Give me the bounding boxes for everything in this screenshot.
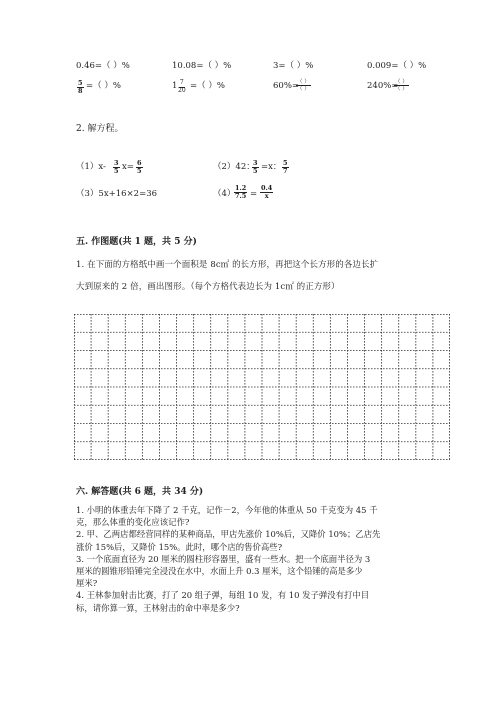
fill-blank-5-8: =（ ）%	[86, 81, 121, 91]
word-problems-list	[76, 504, 426, 614]
problem-line: 厘米的圆锥形铅锤完全浸没在水中，水面上升 0.3 厘米，这个铅锤的高是多少	[76, 566, 363, 577]
equation-2-mid: =x：	[261, 162, 282, 172]
equation-1-fraction-a: $\frac{3}{5}$	[114, 159, 119, 175]
fill-blank-mixed: =（ ）%	[190, 81, 225, 91]
section-5-heading: 五. 作图题(共 1 题，共 5 分)	[76, 237, 197, 247]
equation-3: （3）5x+16×2=36	[76, 189, 158, 199]
section-6-heading: 六. 解答题(共 6 题，共 34 分)	[76, 487, 204, 497]
problem-line: 1. 小明的体重去年下降了 2 千克，记作－2，今年他的体重从 50 千克变为 45 千	[76, 505, 378, 515]
equation-4-label: （4）	[213, 189, 236, 199]
fill-blank-3: 3=（ ）%	[273, 61, 314, 71]
equation-4-mid: =	[250, 189, 258, 199]
fraction-blank-240: （ ） （ ）	[395, 79, 408, 92]
section-solve-title: 2. 解方程。	[76, 124, 124, 134]
fill-blank-0.009: 0.009=（ ）%	[367, 61, 427, 71]
equation-2-label: （2）42：	[213, 162, 255, 172]
drawing-question-line-2: 大到原来的 2 倍，画出图形。（每个方格代表边长为 1c㎡ 的正方形）	[76, 282, 340, 292]
problem-line: 4. 王林参加射击比赛，打了 20 组子弹，每组 10 发，有 10 发子弹没有打中目	[76, 590, 370, 601]
equation-2-fraction-a: $\frac{3}{5}$	[253, 159, 258, 175]
fraction-blank-60: （ ） （ ）	[297, 79, 310, 92]
fraction-7-20: $\frac{7}{20}$	[178, 79, 186, 94]
problem-line: 厘米?	[76, 578, 98, 589]
problem-line: 克，那么体重的变化应该记作?	[76, 517, 190, 528]
equation-4-fraction-b: $\frac{0.4}{x}$	[261, 184, 273, 200]
fill-blank-10.08: 10.08=（ ）%	[172, 61, 232, 71]
problem-line: 2. 甲、乙两店都经营同样的某种商品，甲店先涨价 10%后，又降价 10%；乙店先	[76, 529, 381, 540]
problem-line: 标，请你算一算，王林射击的命中率是多少?	[76, 602, 240, 613]
problem-line: 3. 一个底面直径为 20 厘米的圆柱形容器里，盛有一些水。把一个底面半径为 3	[76, 553, 371, 564]
equation-1-fraction-b: $\frac{6}{5}$	[137, 159, 142, 175]
grid-paper-svg	[74, 314, 450, 460]
fraction-5-8: $\frac{5}{8}$	[78, 79, 83, 95]
percent-60-label: 60%=	[273, 81, 300, 91]
equation-2-fraction-b: $\frac{5}{7}$	[283, 159, 288, 175]
grid-paper[interactable]	[74, 314, 450, 460]
equation-4-fraction-a: $\frac{1.2}{7.5}$	[235, 184, 247, 200]
equation-1-mid: x=	[122, 162, 134, 172]
equation-1-label: （1）x-	[76, 162, 106, 172]
problem-line: 涨价 15%后，又降价 15%。此时，哪个店的售价高些?	[76, 541, 283, 552]
fill-blank-0.46: 0.46=（ ）%	[76, 61, 130, 71]
mixed-whole: 1	[172, 81, 178, 91]
drawing-question-line-1: 1. 在下面的方格纸中画一个面积是 8c㎡ 的长方形，再把这个长方形的各边长扩	[76, 260, 379, 270]
percent-240-label: 240%=	[367, 81, 399, 91]
